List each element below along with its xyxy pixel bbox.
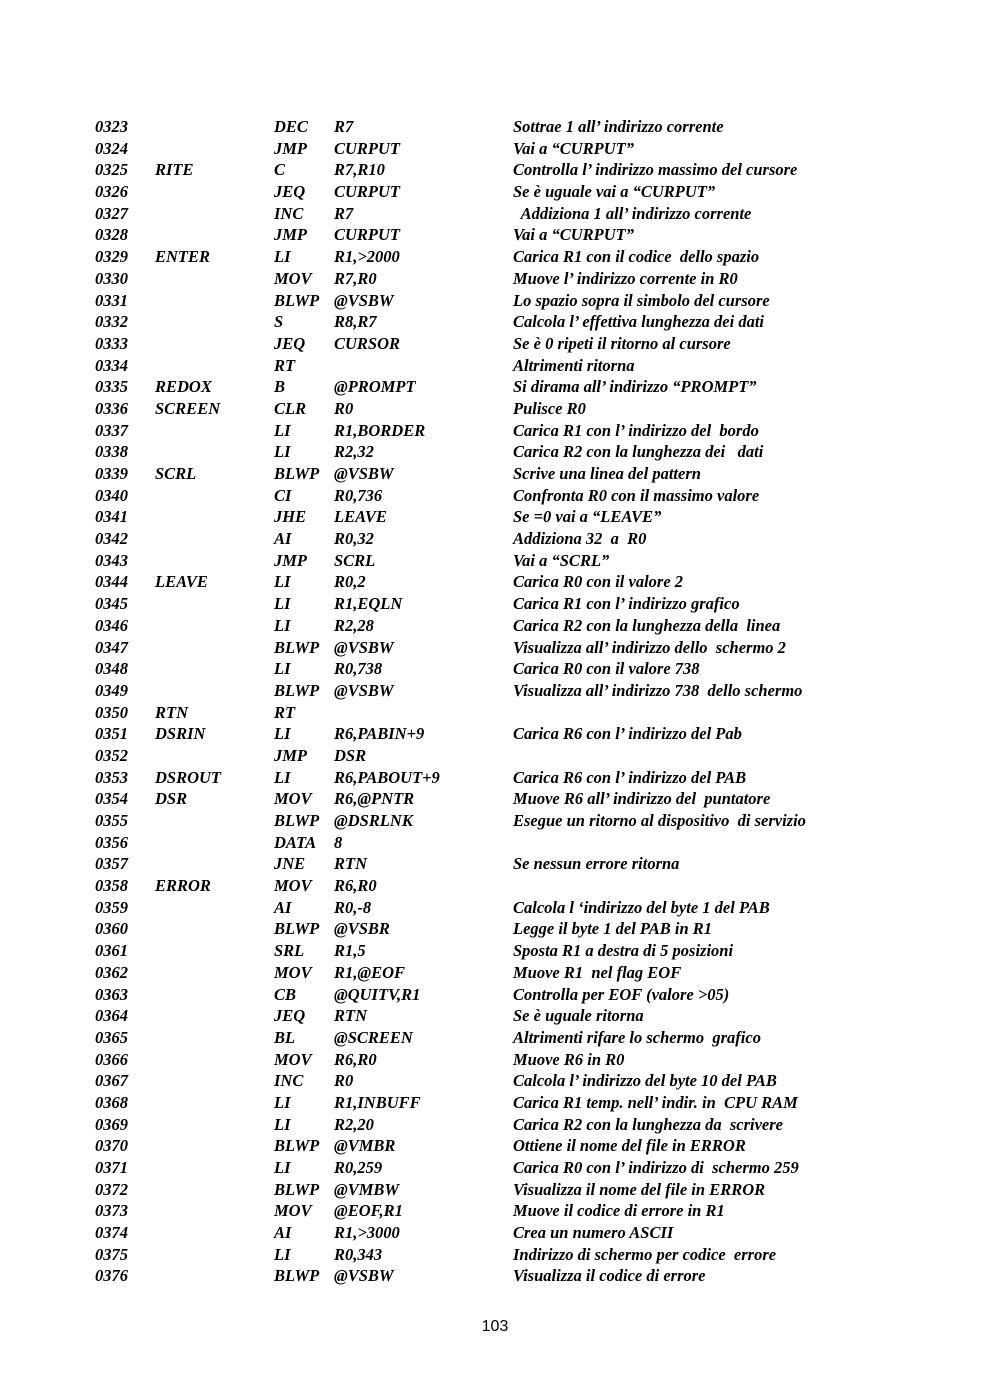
line-operand: @PROMPT (334, 377, 416, 397)
line-comment: Carica R1 con l’ indirizzo grafico (513, 594, 740, 614)
line-label: SCREEN (155, 398, 221, 418)
line-comment: Confronta R0 con il massimo valore (513, 485, 760, 505)
line-opcode: B (274, 377, 286, 397)
line-opcode: LI (274, 1158, 291, 1177)
listing-row (0, 1135, 990, 1157)
line-number: 0358 (95, 876, 128, 896)
line-comment: Calcola l ‘indirizzo del byte 1 del PAB (513, 897, 770, 917)
line-comment: Esegue un ritorno al dispositivo di servizio (513, 811, 806, 830)
line-number: 0334 (95, 355, 128, 375)
listing-row (0, 810, 990, 832)
line-operand: RTN (334, 854, 367, 874)
listing-row (0, 203, 990, 225)
line-opcode: LI (274, 724, 291, 744)
line-operand: R1,5 (334, 941, 366, 961)
listing-row (0, 853, 990, 875)
listing-row (0, 1005, 990, 1027)
listing-row (0, 463, 990, 485)
line-number: 0363 (95, 984, 128, 1004)
line-number: 0342 (95, 529, 128, 549)
line-label: REDOX (155, 377, 212, 397)
line-number: 0357 (95, 854, 128, 874)
line-comment: Altrimenti rifare lo schermo grafico (513, 1027, 761, 1047)
line-number: 0328 (95, 225, 128, 245)
line-opcode: BLWP (274, 919, 320, 939)
line-number: 0341 (95, 507, 128, 527)
listing-row (0, 702, 990, 724)
line-opcode: INC (274, 203, 304, 223)
listing-row (0, 918, 990, 940)
listing-row (0, 1222, 990, 1244)
line-comment: Carica R2 con la lunghezza della linea (513, 615, 781, 635)
line-operand: R7 (334, 117, 354, 136)
line-number: 0352 (95, 745, 128, 765)
listing-row (0, 485, 990, 507)
line-opcode: CLR (274, 398, 307, 418)
line-number: 0353 (95, 767, 128, 787)
line-comment: Carica R1 temp. nell’ indir. in CPU RAM (513, 1092, 798, 1112)
line-number: 0361 (95, 941, 128, 961)
line-number: 0362 (95, 962, 128, 982)
line-comment: Muove il codice di errore in R1 (513, 1201, 725, 1221)
line-operand: @SCREEN (334, 1027, 413, 1047)
listing-row (0, 181, 990, 203)
listing-row (0, 1049, 990, 1071)
line-comment: Indirizzo di schermo per codice errore (513, 1244, 777, 1264)
listing-row (0, 723, 990, 745)
line-operand: @VSBW (334, 1266, 394, 1286)
listing-row (0, 420, 990, 442)
line-comment: Vai a “CURPUT” (513, 225, 635, 245)
line-opcode: JNE (274, 854, 306, 874)
line-operand: R6,@PNTR (334, 789, 415, 809)
line-label: DSR (155, 789, 188, 809)
line-opcode: DEC (274, 117, 308, 136)
line-comment: Sposta R1 a destra di 5 posizioni (513, 941, 734, 961)
line-opcode: BLWP (274, 811, 320, 830)
line-operand: R7,R0 (334, 268, 377, 288)
line-operand: @VSBR (334, 919, 390, 939)
line-operand: CURPUT (334, 225, 400, 245)
line-comment: Carica R0 con il valore 738 (513, 659, 700, 679)
line-opcode: JEQ (274, 1006, 306, 1026)
line-number: 0340 (95, 485, 128, 505)
line-opcode: RT (274, 355, 296, 375)
line-opcode: LI (274, 247, 291, 267)
line-comment: Vai a “SCRL” (513, 550, 610, 570)
line-comment: Carica R6 con l’ indirizzo del Pab (513, 724, 742, 744)
listing-row (0, 138, 990, 160)
line-opcode: RT (274, 702, 296, 722)
listing-row (0, 940, 990, 962)
line-comment: Muove R1 nel flag EOF (513, 962, 682, 982)
line-number: 0370 (95, 1136, 128, 1156)
listing-row (0, 1114, 990, 1136)
line-operand: CURPUT (334, 138, 400, 158)
listing-row (0, 962, 990, 984)
line-comment: Carica R0 con il valore 2 (513, 572, 684, 592)
line-number: 0371 (95, 1158, 128, 1177)
line-operand: @VSBW (334, 290, 394, 310)
line-opcode: LI (274, 1092, 291, 1112)
line-comment: Controlla per EOF (valore >05) (513, 984, 730, 1004)
line-comment: Visualizza all’ indirizzo 738 dello schermo (513, 680, 803, 700)
line-operand: @VMBR (334, 1136, 396, 1156)
line-comment: Muove l’ indirizzo corrente in R0 (513, 268, 738, 288)
listing-row (0, 593, 990, 615)
line-operand: R2,28 (334, 615, 374, 635)
listing-row (0, 528, 990, 550)
line-number: 0354 (95, 789, 128, 809)
line-operand: R6,PABOUT+9 (334, 767, 440, 787)
listing-row (0, 984, 990, 1006)
line-comment: Carica R6 con l’ indirizzo del PAB (513, 767, 747, 787)
line-opcode: BL (274, 1027, 296, 1047)
line-number: 0343 (95, 550, 128, 570)
listing-row (0, 745, 990, 767)
line-comment: Carica R2 con la lunghezza dei dati (513, 442, 764, 462)
line-operand: @VMBW (334, 1179, 400, 1199)
line-number: 0324 (95, 138, 128, 158)
line-number: 0376 (95, 1266, 128, 1286)
line-operand: R0 (334, 398, 354, 418)
line-comment: Muove R6 all’ indirizzo del puntatore (513, 789, 771, 809)
listing-row (0, 680, 990, 702)
line-comment: Carica R2 con la lunghezza da scrivere (513, 1114, 783, 1134)
line-opcode: AI (274, 1223, 292, 1243)
line-comment: Visualizza il nome del file in ERROR (513, 1179, 766, 1199)
listing-row (0, 637, 990, 659)
line-opcode: DATA (274, 832, 317, 852)
listing-row (0, 376, 990, 398)
line-number: 0372 (95, 1179, 128, 1199)
listing-row (0, 246, 990, 268)
line-operand: R2,20 (334, 1114, 374, 1134)
line-operand: R1,EQLN (334, 594, 403, 614)
line-number: 0375 (95, 1244, 128, 1264)
listing-row (0, 506, 990, 528)
line-operand: RTN (334, 1006, 367, 1026)
line-opcode: LI (274, 767, 291, 787)
line-label: RITE (155, 160, 194, 180)
line-operand: CURSOR (334, 333, 401, 353)
line-number: 0331 (95, 290, 128, 310)
line-opcode: BLWP (274, 637, 320, 657)
line-comment: Ottiene il nome del file in ERROR (513, 1136, 746, 1156)
line-label: LEAVE (155, 572, 208, 592)
line-label: DSRIN (155, 724, 206, 744)
line-label: ERROR (155, 876, 211, 896)
line-comment: Legge il byte 1 del PAB in R1 (513, 919, 713, 939)
line-opcode: JMP (274, 550, 307, 570)
line-opcode: JMP (274, 138, 307, 158)
line-comment: Sottrae 1 all’ indirizzo corrente (513, 117, 724, 136)
line-number: 0333 (95, 333, 128, 353)
line-operand: R0 (334, 1071, 354, 1091)
line-comment: Se è uguale ritorna (513, 1006, 644, 1026)
line-opcode: BLWP (274, 1179, 320, 1199)
page-number: 103 (481, 1318, 509, 1335)
line-operand: R0,343 (334, 1244, 383, 1264)
line-operand: @VSBW (334, 464, 394, 483)
line-opcode: AI (274, 897, 292, 917)
line-number: 0327 (95, 203, 128, 223)
line-number: 0345 (95, 594, 128, 614)
line-number: 0323 (95, 117, 128, 136)
line-opcode: LI (274, 420, 291, 440)
line-opcode: AI (274, 529, 292, 549)
line-number: 0368 (95, 1092, 128, 1112)
line-operand: @DSRLNK (334, 811, 413, 830)
line-comment: Scrive una linea del pattern (513, 464, 701, 483)
line-operand: SCRL (334, 550, 376, 570)
line-label: DSROUT (155, 767, 222, 787)
listing-row (0, 355, 990, 377)
listing-row (0, 1027, 990, 1049)
line-operand: R0,259 (334, 1158, 383, 1177)
listing-row (0, 1157, 990, 1179)
line-opcode: JEQ (274, 333, 306, 353)
line-comment: Carica R1 con l’ indirizzo del bordo (513, 420, 759, 440)
listing-row (0, 875, 990, 897)
line-opcode: LI (274, 1114, 291, 1134)
line-opcode: LI (274, 1244, 291, 1264)
listing-row (0, 1200, 990, 1222)
line-number: 0374 (95, 1223, 128, 1243)
line-number: 0337 (95, 420, 128, 440)
line-number: 0336 (95, 398, 128, 418)
line-comment: Calcola l’ effettiva lunghezza dei dati (513, 312, 764, 332)
line-operand: R6,R0 (334, 876, 377, 896)
line-number: 0360 (95, 919, 128, 939)
line-comment: Addiziona 1 all’ indirizzo corrente (513, 203, 752, 223)
line-number: 0373 (95, 1201, 128, 1221)
line-opcode: MOV (274, 1201, 312, 1221)
line-operand: R0,738 (334, 659, 383, 679)
line-label: RTN (155, 702, 188, 722)
line-opcode: MOV (274, 962, 312, 982)
line-number: 0350 (95, 702, 128, 722)
listing-row (0, 116, 990, 138)
line-opcode: INC (274, 1071, 304, 1091)
line-number: 0325 (95, 160, 128, 180)
line-number: 0366 (95, 1049, 128, 1069)
line-comment: Visualizza il codice di errore (513, 1266, 706, 1286)
line-operand: @QUITV,R1 (334, 984, 421, 1004)
line-comment: Addiziona 32 a R0 (513, 529, 647, 549)
line-opcode: JMP (274, 225, 307, 245)
line-comment: Calcola l’ indirizzo del byte 10 del PAB (513, 1071, 777, 1091)
listing-row (0, 1244, 990, 1266)
listing-row (0, 333, 990, 355)
line-comment: Carica R0 con l’ indirizzo di schermo 259 (513, 1158, 799, 1177)
line-operand: R7 (334, 203, 354, 223)
line-opcode: LI (274, 572, 291, 592)
line-number: 0344 (95, 572, 128, 592)
line-opcode: MOV (274, 1049, 312, 1069)
line-comment: Se è uguale vai a “CURPUT” (513, 182, 716, 202)
line-number: 0351 (95, 724, 128, 744)
listing-row (0, 550, 990, 572)
line-operand: @VSBW (334, 637, 394, 657)
line-number: 0349 (95, 680, 128, 700)
line-opcode: BLWP (274, 1266, 320, 1286)
line-comment: Carica R1 con il codice dello spazio (513, 247, 760, 267)
line-operand: R8,R7 (334, 312, 377, 332)
line-operand: DSR (334, 745, 367, 765)
listing-row (0, 788, 990, 810)
line-opcode: MOV (274, 876, 312, 896)
line-opcode: CB (274, 984, 297, 1004)
line-operand: R1,>3000 (334, 1223, 400, 1243)
line-number: 0364 (95, 1006, 128, 1026)
line-opcode: MOV (274, 789, 312, 809)
line-opcode: SRL (274, 941, 305, 961)
line-number: 0338 (95, 442, 128, 462)
line-number: 0367 (95, 1071, 128, 1091)
line-opcode: BLWP (274, 680, 320, 700)
listing-row (0, 767, 990, 789)
line-operand: R2,32 (334, 442, 374, 462)
line-opcode: LI (274, 594, 291, 614)
line-comment: Si dirama all’ indirizzo “PROMPT” (513, 377, 757, 397)
line-number: 0329 (95, 247, 128, 267)
line-comment: Vai a “CURPUT” (513, 138, 635, 158)
line-opcode: BLWP (274, 464, 320, 483)
line-opcode: JHE (274, 507, 307, 527)
line-label: SCRL (155, 464, 197, 483)
line-opcode: LI (274, 659, 291, 679)
listing-row (0, 311, 990, 333)
line-number: 0369 (95, 1114, 128, 1134)
line-comment: Altrimenti ritorna (513, 355, 635, 375)
listing-row (0, 832, 990, 854)
line-operand: 8 (334, 832, 343, 852)
listing-row (0, 658, 990, 680)
line-operand: R0,-8 (334, 897, 372, 917)
line-number: 0355 (95, 811, 128, 830)
line-comment: Pulisce R0 (513, 398, 586, 418)
code-listing (0, 116, 990, 1287)
line-operand: R7,R10 (334, 160, 385, 180)
line-comment: Se è 0 ripeti il ritorno al cursore (513, 333, 731, 353)
line-number: 0335 (95, 377, 128, 397)
line-operand: @EOF,R1 (334, 1201, 403, 1221)
listing-row (0, 441, 990, 463)
listing-row (0, 159, 990, 181)
line-number: 0359 (95, 897, 128, 917)
line-opcode: MOV (274, 268, 312, 288)
line-operand: R1,INBUFF (334, 1092, 421, 1112)
line-opcode: CI (274, 485, 292, 505)
line-opcode: C (274, 160, 286, 180)
line-opcode: LI (274, 442, 291, 462)
listing-row (0, 290, 990, 312)
line-operand: R6,PABIN+9 (334, 724, 425, 744)
line-operand: CURPUT (334, 182, 400, 202)
line-opcode: BLWP (274, 1136, 320, 1156)
line-operand: R1,BORDER (334, 420, 426, 440)
line-comment: Lo spazio sopra il simbolo del cursore (513, 290, 770, 310)
listing-row (0, 897, 990, 919)
line-operand: R0,32 (334, 529, 374, 549)
line-comment: Controlla l’ indirizzo massimo del cursore (513, 160, 798, 180)
line-opcode: JEQ (274, 182, 306, 202)
line-comment: Se =0 vai a “LEAVE” (513, 507, 662, 527)
line-number: 0339 (95, 464, 128, 483)
listing-row (0, 398, 990, 420)
listing-row (0, 1179, 990, 1201)
line-operand: R0,736 (334, 485, 383, 505)
line-operand: R6,R0 (334, 1049, 377, 1069)
line-operand: R1,>2000 (334, 247, 400, 267)
listing-row (0, 615, 990, 637)
line-number: 0348 (95, 659, 128, 679)
line-number: 0330 (95, 268, 128, 288)
line-number: 0365 (95, 1027, 128, 1047)
line-operand: LEAVE (334, 507, 387, 527)
listing-row (0, 1092, 990, 1114)
line-opcode: JMP (274, 745, 307, 765)
line-number: 0332 (95, 312, 128, 332)
line-number: 0347 (95, 637, 128, 657)
line-comment: Crea un numero ASCII (513, 1223, 674, 1243)
listing-row (0, 224, 990, 246)
listing-row (0, 268, 990, 290)
listing-row (0, 1070, 990, 1092)
line-number: 0346 (95, 615, 128, 635)
listing-row (0, 571, 990, 593)
line-comment: Se nessun errore ritorna (513, 854, 680, 874)
line-operand: R0,2 (334, 572, 366, 592)
line-comment: Muove R6 in R0 (513, 1049, 625, 1069)
line-number: 0326 (95, 182, 128, 202)
listing-row (0, 1265, 990, 1287)
line-opcode: BLWP (274, 290, 320, 310)
line-operand: R1,@EOF (334, 962, 406, 982)
line-number: 0356 (95, 832, 128, 852)
line-operand: @VSBW (334, 680, 394, 700)
line-comment: Visualizza all’ indirizzo dello schermo 2 (513, 637, 786, 657)
line-opcode: LI (274, 615, 291, 635)
line-label: ENTER (155, 247, 211, 267)
line-opcode: S (274, 312, 284, 332)
